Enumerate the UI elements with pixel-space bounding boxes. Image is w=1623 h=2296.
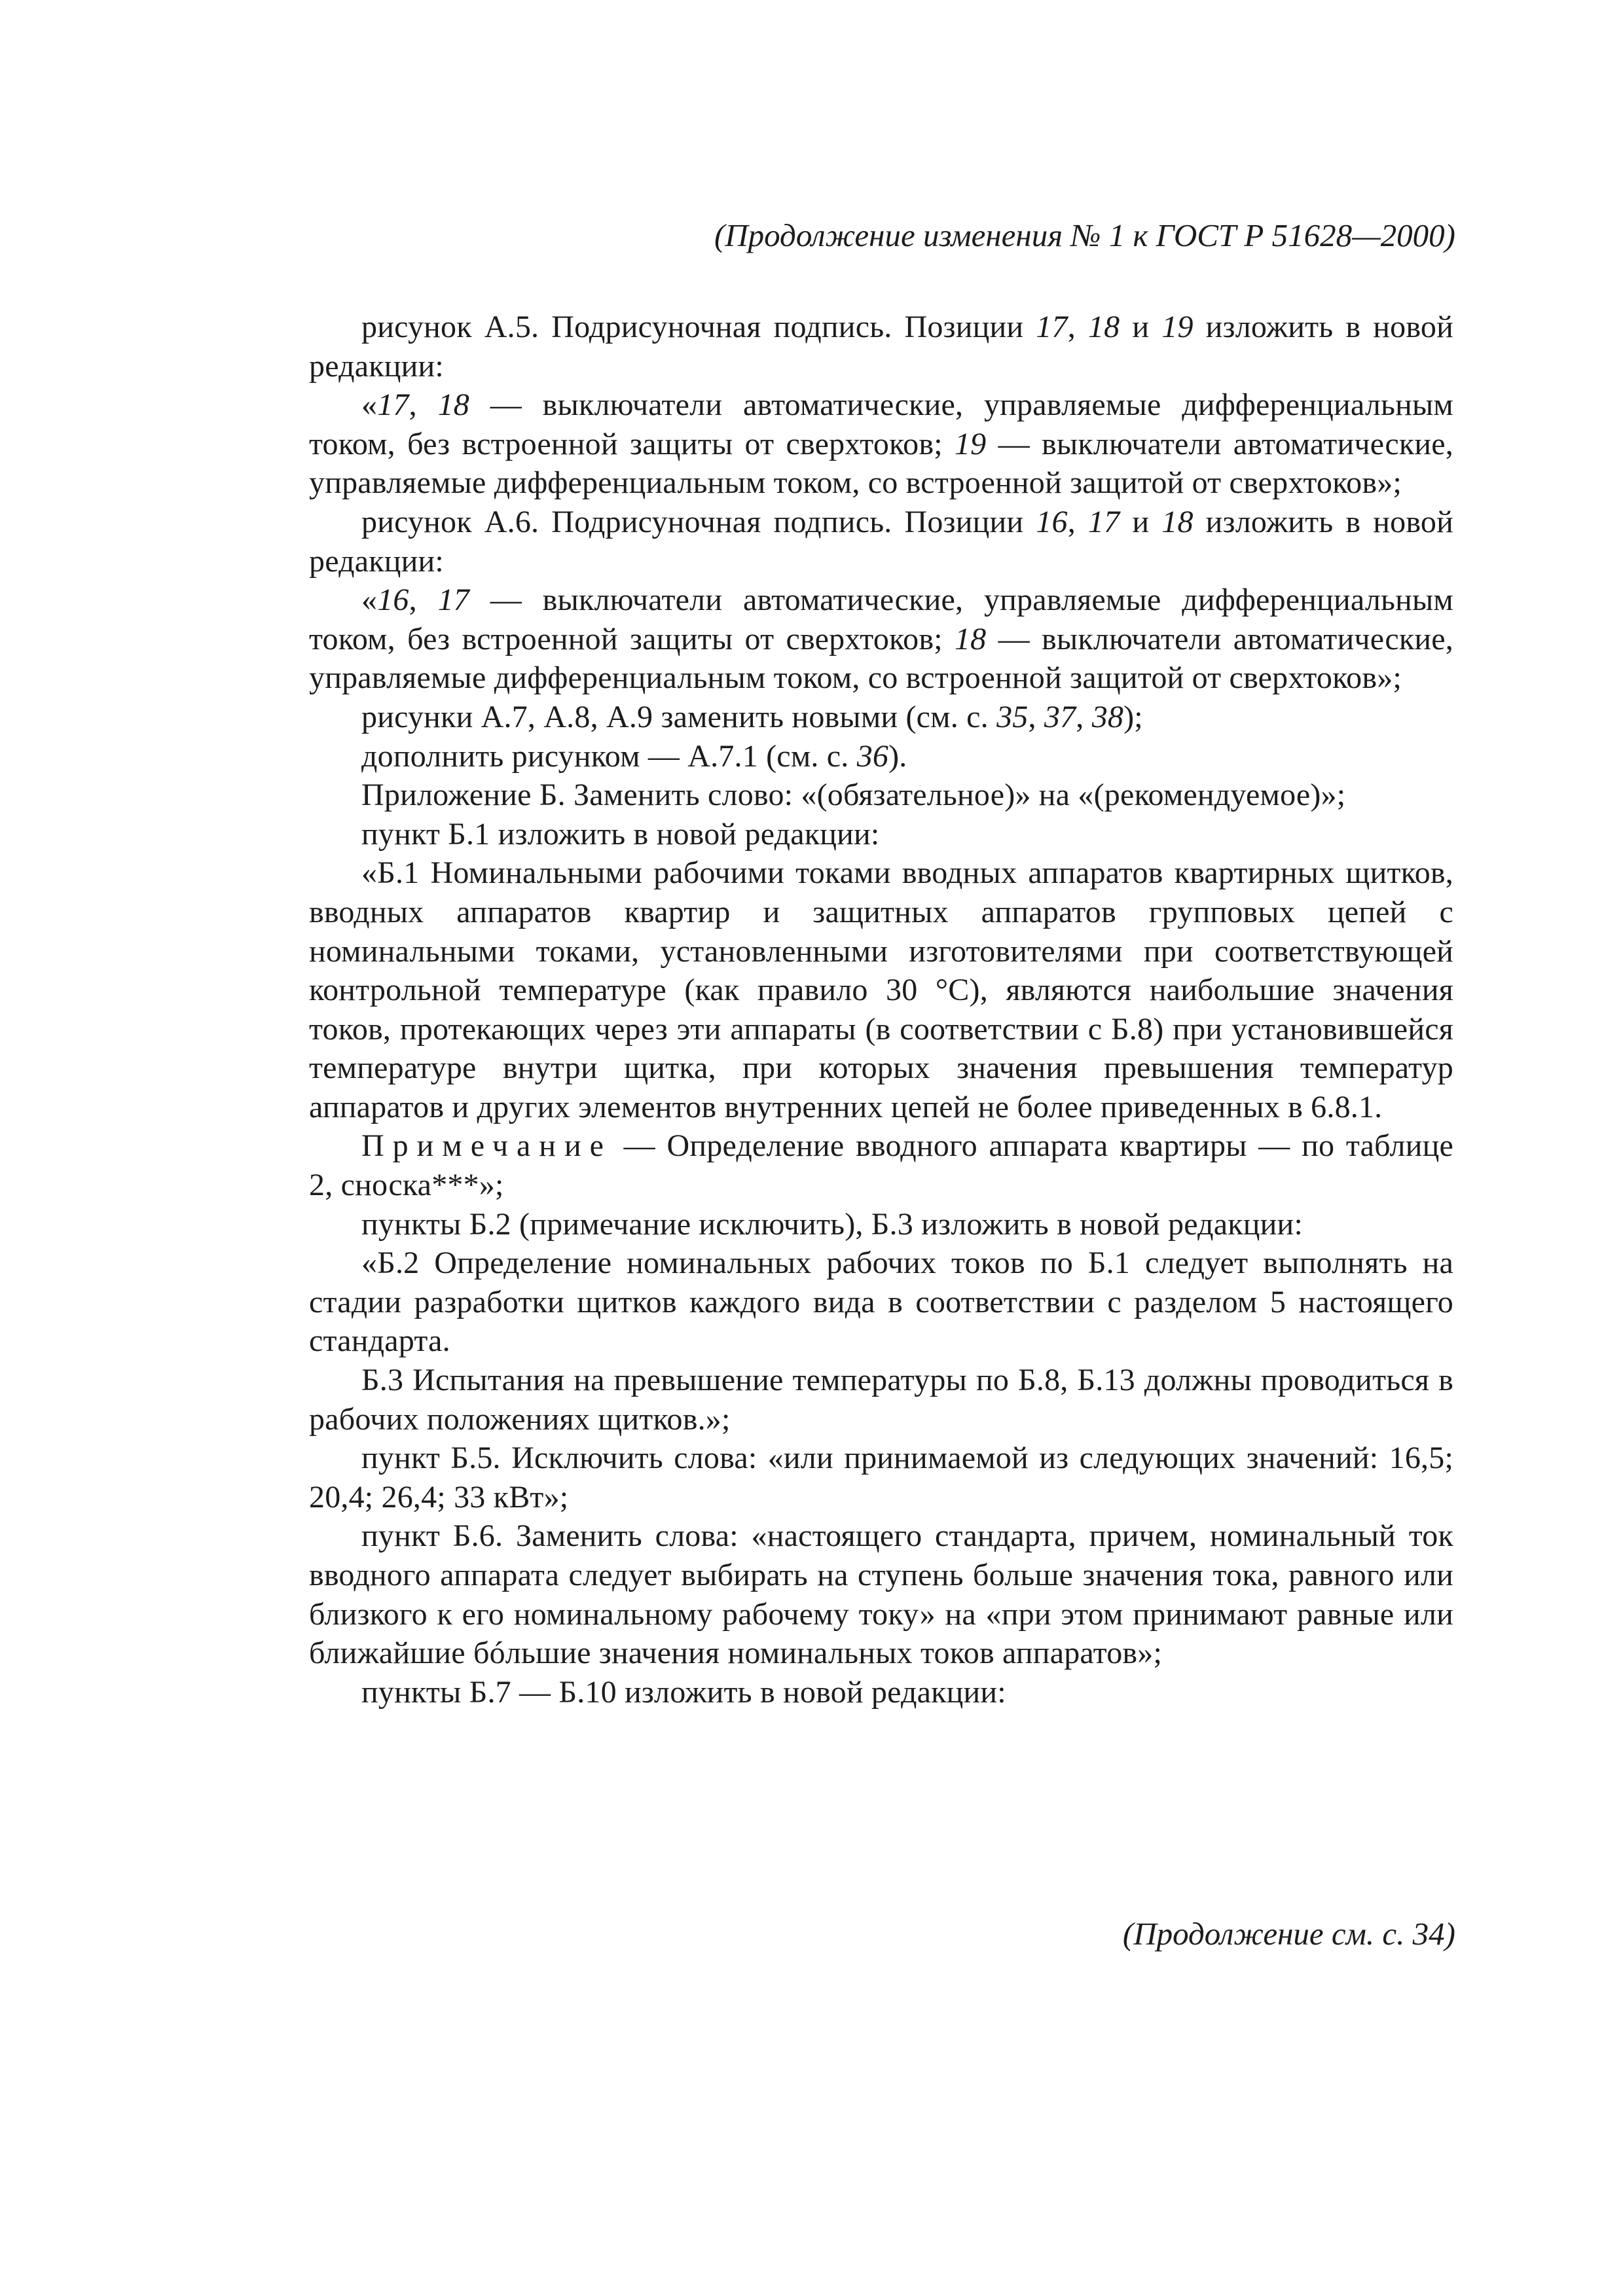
- text-run: — выключатели автоматические, управляемые дифференциальным током, без встроенной защиты от сверхтоков;: [309, 387, 1453, 461]
- italic-reference: 17: [437, 583, 469, 618]
- text-run: изложить в новой редакции:: [309, 310, 1453, 384]
- italic-reference: 16: [1036, 504, 1068, 539]
- paragraph: [309, 503, 1453, 581]
- text-run: Приложение Б. Заменить слово: «(обязательное)» на «(рекомендуемое)»;: [361, 778, 1346, 813]
- text-run: рисунки А.7, А.8, А.9 заменить новыми (см. с.: [361, 699, 997, 734]
- text-run: и: [1120, 504, 1162, 539]
- note-label: Примечание: [361, 1128, 612, 1164]
- italic-reference: 19: [954, 426, 987, 461]
- paragraph: [309, 308, 1453, 386]
- text-run: пункты Б.7 — Б.10 изложить в новой редакции:: [361, 1674, 1006, 1710]
- paragraph: [309, 386, 1453, 503]
- paragraph: [309, 853, 1453, 1126]
- text-run: ).: [888, 738, 907, 774]
- text-run: «Б.2 Определение номинальных рабочих токов по Б.1 следует выполнять на стадии разработки щитков каждого вида в соответствии с разделом 5 настоящего стандарта.: [309, 1246, 1453, 1359]
- text-run: — выключатели автоматические, управляемые дифференциальным током, без встроенной защиты от сверхтоков;: [309, 583, 1453, 656]
- italic-reference: 37: [1044, 699, 1076, 734]
- paragraph: [309, 737, 1453, 776]
- text-run: ,: [409, 583, 438, 618]
- text-run: пункт Б.5. Исключить слова: «или принимаемой из следующих значений: 16,5; 20,4; 26,4; 33 кВт»;: [309, 1441, 1453, 1515]
- text-run: — Определение вводного аппарата квартиры — по таблице 2, сноска***»;: [309, 1128, 1453, 1203]
- text-run: «: [361, 583, 378, 618]
- text-run: ,: [1067, 504, 1088, 539]
- italic-reference: 36: [856, 738, 889, 774]
- italic-reference: 17: [377, 387, 409, 423]
- continuation-footer: (Продолжение см. с. 34): [1122, 1916, 1455, 1952]
- text-run: рисунок А.5. Подрисуночная подпись. Позиции: [361, 310, 1036, 344]
- text-run: — выключатели автоматические, управляемые дифференциальным током, со встроенной защитой от сверхтоков»;: [309, 621, 1454, 696]
- italic-reference: 19: [1161, 310, 1194, 344]
- text-run: ,: [1067, 310, 1088, 344]
- continuation-header: (Продолжение изменения № 1 к ГОСТ Р 51628—2000): [714, 217, 1455, 253]
- paragraph: [309, 1361, 1453, 1439]
- text-run: изложить в новой редакции:: [309, 504, 1453, 579]
- paragraph: [309, 1439, 1453, 1516]
- text-run: и: [1120, 310, 1162, 344]
- italic-reference: 38: [1091, 699, 1124, 734]
- paragraph: [309, 1205, 1453, 1244]
- paragraph: [309, 1126, 1453, 1204]
- text-run: ,: [1028, 699, 1044, 734]
- italic-reference: 18: [1161, 504, 1194, 539]
- paragraph: [309, 1516, 1453, 1672]
- italic-reference: 17: [1087, 504, 1120, 539]
- text-run: «: [361, 387, 378, 423]
- paragraph: [309, 581, 1453, 698]
- italic-reference: 18: [437, 387, 469, 423]
- text-run: — выключатели автоматические, управляемые дифференциальным током, со встроенной защитой от сверхтоков»;: [309, 426, 1454, 501]
- text-run: рисунок А.6. Подрисуночная подпись. Позиции: [361, 504, 1036, 539]
- paragraph: [309, 776, 1453, 815]
- italic-reference: 18: [954, 621, 987, 656]
- italic-reference: 35: [996, 699, 1029, 734]
- italic-reference: 16: [377, 583, 409, 618]
- text-run: пункт Б.1 изложить в новой редакции:: [361, 816, 880, 852]
- document-body: [309, 308, 1453, 1712]
- text-run: ,: [409, 387, 438, 423]
- paragraph: [309, 1244, 1453, 1361]
- text-run: пункт Б.6. Заменить слова: «настоящего стандарта, причем, номинальный ток вводного аппарата следует выбирать на ступень больше значения тока, равного или близкого к его номинальному рабочему току» на «при этом принимают равные или ближайшие бóльшие значения номинальных токов аппаратов»;: [309, 1518, 1453, 1671]
- paragraph: [309, 698, 1453, 737]
- text-run: «Б.1 Номинальными рабочими токами вводных аппаратов квартирных щитков, вводных аппаратов квартир и защитных аппаратов групповых цепей с номинальными токами, установленными изготовителями при соответствующей контрольной температуре (как правило 30 °С), являются наибольшие значения токов, протекающих через эти аппараты (в соответствии с Б.8) при установившейся температуре внутри щитка, при которых значения превышения температур аппаратов и других элементов внутренних цепей не более приведенных в 6.8.1.: [309, 855, 1453, 1124]
- text-run: );: [1123, 699, 1143, 734]
- text-run: дополнить рисунком — А.7.1 (см. с.: [361, 738, 857, 774]
- text-run: Б.3 Испытания на превышение температуры по Б.8, Б.13 должны проводиться в рабочих положениях щитков.»;: [309, 1363, 1453, 1437]
- text-run: пункты Б.2 (примечание исключить), Б.3 изложить в новой редакции:: [361, 1206, 1303, 1242]
- italic-reference: 17: [1036, 310, 1068, 344]
- text-run: ,: [1076, 699, 1092, 734]
- paragraph: [309, 1673, 1453, 1712]
- italic-reference: 18: [1087, 310, 1120, 344]
- paragraph: [309, 815, 1453, 854]
